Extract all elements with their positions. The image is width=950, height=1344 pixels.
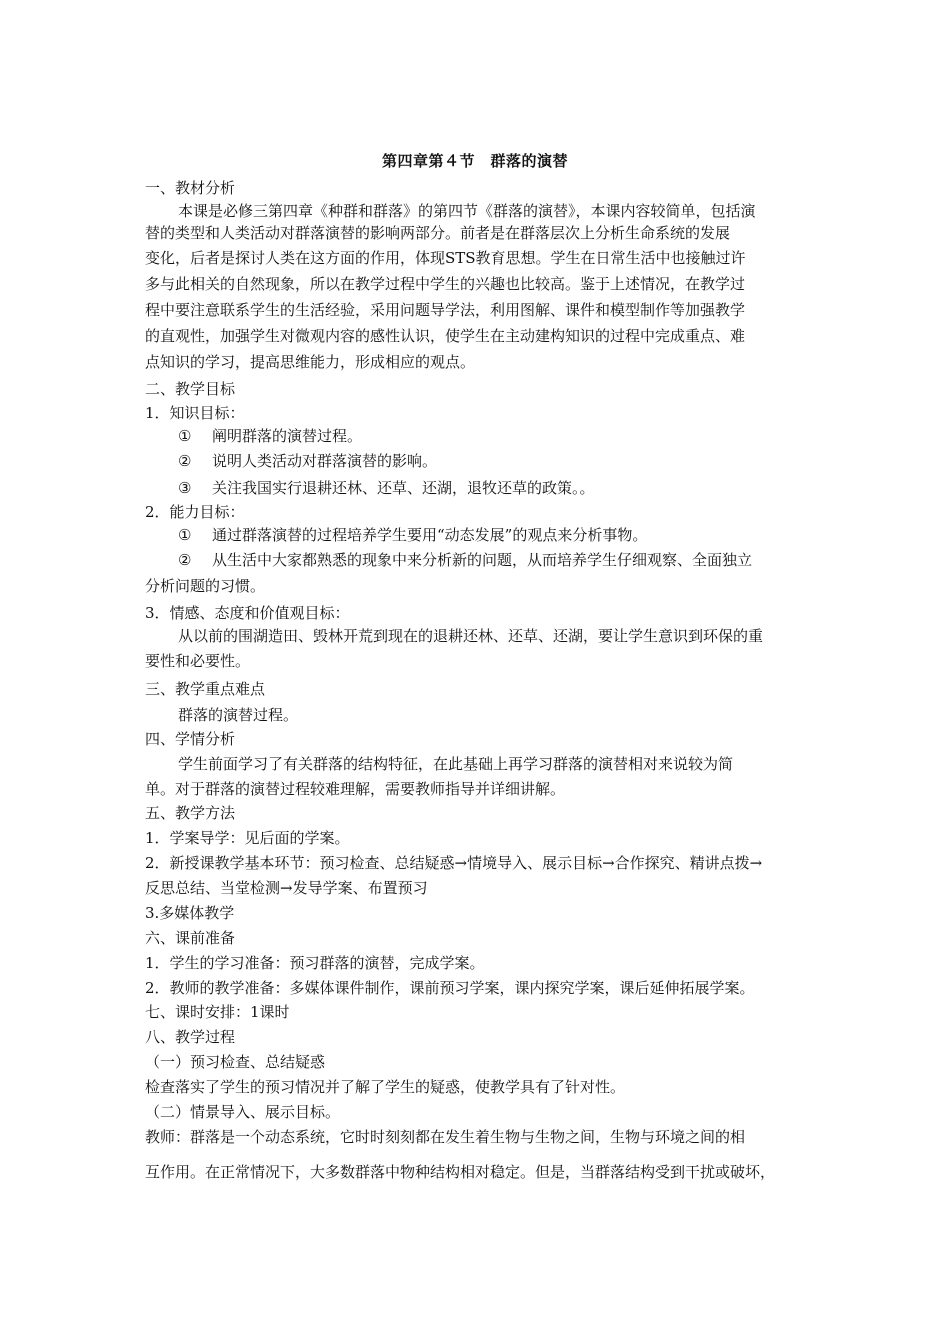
item-number: ② bbox=[178, 551, 192, 569]
paragraph-line: （一）预习检查、总结疑惑 bbox=[145, 1053, 326, 1071]
list-item bbox=[178, 426, 815, 446]
paragraph-line: 反思总结、当堂检测→发导学案、布置预习 bbox=[145, 879, 428, 897]
item-number: ③ bbox=[178, 479, 192, 497]
paragraph-line: 群落的演替过程。 bbox=[178, 706, 299, 724]
item-text: 从生活中大家都熟悉的现象中来分析新的问题，从而培养学生仔细观察、全面独立 bbox=[212, 551, 753, 569]
list-item bbox=[178, 525, 815, 545]
paragraph-line: 2．新授课教学基本环节：预习检查、总结疑惑→情境导入、展示目标→合作探究、精讲点拨→ bbox=[145, 854, 763, 872]
paragraph-line: 点知识的学习，提高思维能力，形成相应的观点。 bbox=[145, 353, 476, 371]
list-item bbox=[178, 451, 815, 471]
item-text: 通过群落演替的过程培养学生要用“动态发展”的观点来分析事物。 bbox=[212, 526, 648, 544]
paragraph-line: 变化，后者是探讨人类在这方面的作用，体现STS教育思想。学生在日常生活中也接触过许 bbox=[145, 249, 746, 267]
paragraph-line: 从以前的围湖造田、毁林开荒到现在的退耕还林、还草、还湖，要让学生意识到环保的重 bbox=[178, 627, 764, 645]
section-heading: 八、教学过程 bbox=[145, 1028, 236, 1046]
list-item bbox=[178, 550, 815, 570]
section-heading: 三、教学重点难点 bbox=[145, 680, 266, 698]
item-text: 说明人类活动对群落演替的影响。 bbox=[212, 452, 438, 470]
item-number: ① bbox=[178, 526, 192, 544]
paragraph-line: 1．学生的学习准备：预习群落的演替，完成学案。 bbox=[145, 954, 485, 972]
paragraph-line: 本课是必修三第四章《种群和群落》的第四节《群落的演替》，本课内容较简单，包括演 bbox=[178, 202, 756, 220]
list-item bbox=[178, 478, 815, 498]
paragraph-line: 替的类型和人类活动对群落演替的影响两部分。前者是在群落层次上分析生命系统的发展 bbox=[145, 224, 731, 242]
section-heading: 六、课前准备 bbox=[145, 929, 236, 947]
paragraph-line: 的直观性，加强学生对微观内容的感性认识，使学生在主动建构知识的过程中完成重点、难 bbox=[145, 327, 746, 345]
item-number: ① bbox=[178, 427, 192, 445]
paragraph-line: 检查落实了学生的预习情况并了解了学生的疑惑，使教学具有了针对性。 bbox=[145, 1078, 626, 1096]
section-heading: 二、教学目标 bbox=[145, 380, 236, 398]
paragraph-line: 1．学案导学：见后面的学案。 bbox=[145, 829, 350, 847]
paragraph-line: （二）情景导入、展示目标。 bbox=[145, 1103, 341, 1121]
paragraph-line: 程中要注意联系学生的生活经验，采用问题导学法，利用图解、课件和模型制作等加强教学 bbox=[145, 301, 746, 319]
item-number: ② bbox=[178, 452, 192, 470]
paragraph-line: 教师：群落是一个动态系统，它时时刻刻都在发生着生物与生物之间，生物与环境之间的相 bbox=[145, 1128, 746, 1146]
subheading: 3．情感、态度和价值观目标： bbox=[145, 604, 350, 622]
section-heading: 七、课时安排：1课时 bbox=[145, 1003, 290, 1021]
paragraph-line: 多与此相关的自然现象，所以在教学过程中学生的兴趣也比较高。鉴于上述情况，在教学过 bbox=[145, 275, 746, 293]
paragraph-line: 分析问题的习惯。 bbox=[145, 577, 266, 595]
page-title: 第四章第４节 群落的演替 bbox=[381, 152, 568, 170]
paragraph-line: 2．教师的教学准备：多媒体课件制作，课前预习学案，课内探究学案，课后延伸拓展学案。 bbox=[145, 979, 755, 997]
paragraph-line: 3.多媒体教学 bbox=[145, 904, 235, 922]
paragraph-line: 单。对于群落的演替过程较难理解，需要教师指导并详细讲解。 bbox=[145, 780, 566, 798]
section-heading: 五、教学方法 bbox=[145, 804, 236, 822]
subheading: 1．知识目标： bbox=[145, 404, 245, 422]
section-heading: 四、学情分析 bbox=[145, 730, 236, 748]
section-heading: 一、教材分析 bbox=[145, 179, 236, 197]
item-text: 关注我国实行退耕还林、还草、还湖，退牧还草的政策。。 bbox=[212, 479, 595, 497]
paragraph-line: 学生前面学习了有关群落的结构特征，在此基础上再学习群落的演替相对来说较为简 bbox=[178, 755, 734, 773]
subheading: 2．能力目标： bbox=[145, 503, 245, 521]
item-text: 阐明群落的演替过程。 bbox=[212, 427, 363, 445]
paragraph-line: 要性和必要性。 bbox=[145, 652, 251, 670]
paragraph-line: 互作用。在正常情况下，大多数群落中物种结构相对稳定。但是，当群落结构受到干扰或破坏， bbox=[145, 1163, 776, 1181]
